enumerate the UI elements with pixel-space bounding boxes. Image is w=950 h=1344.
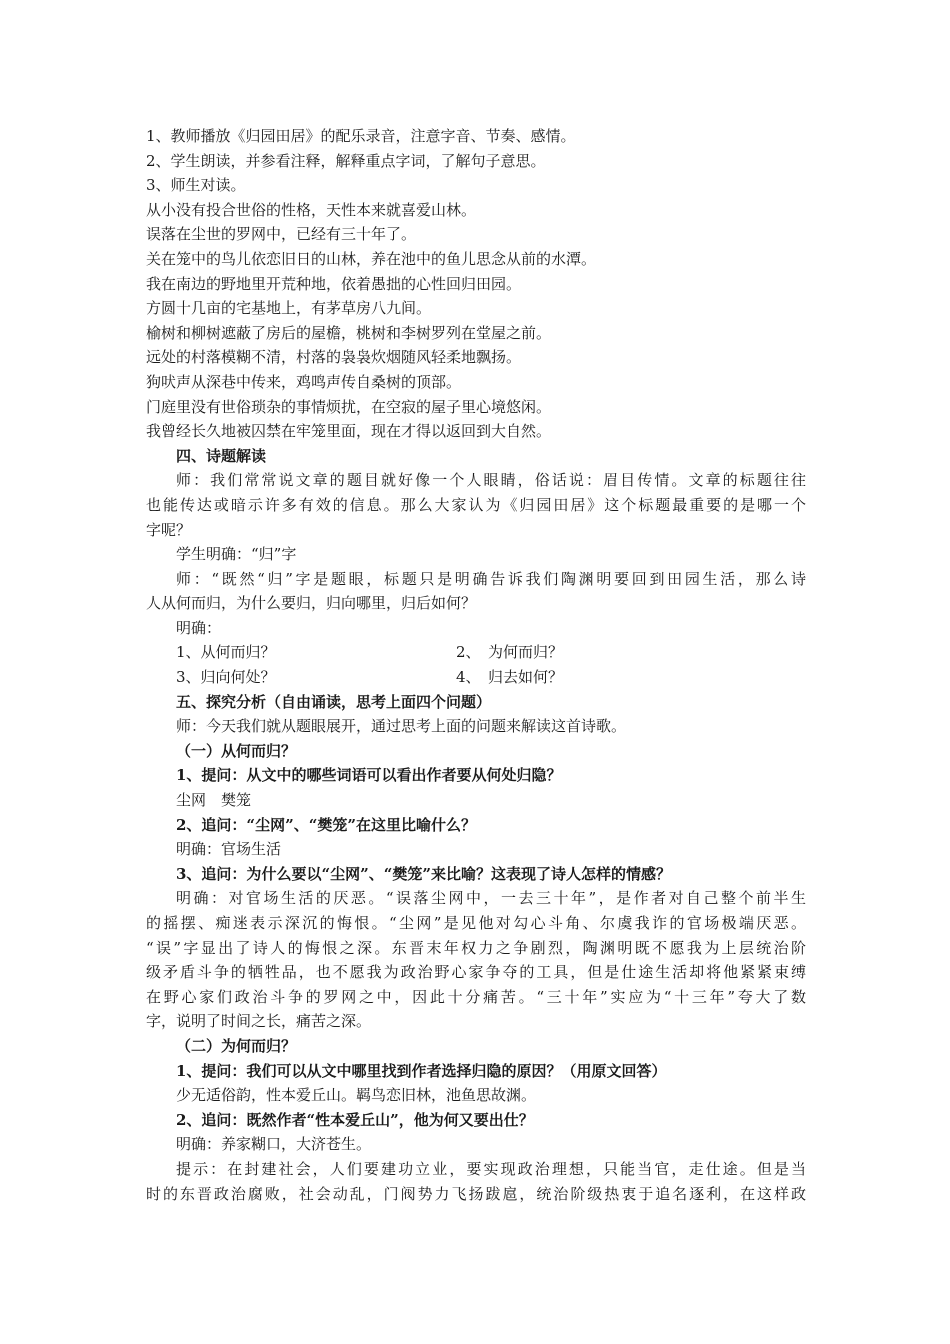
question-item: 4、 归去如何？ — [456, 668, 564, 687]
question-line: 2、追问：既然作者“性本爱丘山”，他为何又要出仕？ — [176, 1110, 534, 1129]
text-line: 提示：在封建社会，人们要建功立业，要实现政治理想，只能当官，走仕途。但是当 — [176, 1159, 806, 1178]
text-line: 明确：养家糊口，大济苍生。 — [176, 1135, 372, 1154]
text-line: 方圆十几亩的宅基地上，有茅草房八九间。 — [146, 299, 432, 318]
question-row — [146, 665, 806, 690]
question-line: 1、提问：从文中的哪些词语可以看出作者要从何处归隐？ — [176, 766, 562, 785]
text-line: 师：我们常常说文章的题目就好像一个人眼睛，俗话说：眉目传情。文章的标题往往 — [176, 471, 806, 490]
text-line: 师：今天我们就从题眼展开，通过思考上面的问题来解读这首诗歌。 — [176, 717, 627, 736]
question-row — [146, 640, 806, 665]
text-line: 从小没有投合世俗的性格，天性本来就喜爱山林。 — [146, 200, 477, 219]
text-line: 师：“既然“归”字是题眼，标题只是明确告诉我们陶渊明要回到田园生活，那么诗 — [176, 569, 806, 588]
text-line: 狗吠声从深巷中传来，鸡鸣声传自桑树的顶部。 — [146, 372, 462, 391]
text-line: 远处的村落模糊不清，村落的袅袅炊烟随风轻柔地飘扬。 — [146, 348, 522, 367]
subsection-heading: （一）从何而归？ — [176, 741, 297, 760]
question-line: 3、追问：为什么要以“尘网”、“樊笼”来比喻？这表现了诗人怎样的情感？ — [176, 864, 671, 883]
text-line: 人从何而归，为什么要归，归向哪里，归后如何？ — [146, 594, 477, 613]
section-heading: 四、诗题解读 — [176, 446, 267, 465]
text-line: 尘网 樊笼 — [176, 791, 252, 810]
text-line: 字，说明了时间之长，痛苦之深。 — [146, 1012, 372, 1031]
subsection-heading: （二）为何而归？ — [176, 1036, 297, 1055]
question-line: 2、追问：“尘网”、“樊笼”在这里比喻什么？ — [176, 815, 476, 834]
text-line: 2、学生朗读，并参看注释，解释重点字词，了解句子意思。 — [146, 151, 546, 170]
text-line: 学生明确：“归”字 — [176, 545, 297, 564]
text-column — [146, 124, 806, 1206]
text-line: 3、师生对读。 — [146, 176, 246, 195]
text-line: 级矛盾斗争的牺牲品，也不愿我为政治野心家争夺的工具，但是仕途生活却将他紧紧束缚 — [146, 963, 806, 982]
question-item: 2、 为何而归？ — [456, 643, 564, 662]
text-line: 字呢？ — [146, 520, 192, 539]
text-line: 1、教师播放《归园田居》的配乐录音，注意字音、节奏、感情。 — [146, 127, 576, 145]
question-item: 1、从何而归？ — [176, 643, 276, 662]
text-line: “误”字显出了诗人的悔恨之深。东晋末年权力之争剧烈，陶渊明既不愿我为上层统治阶 — [146, 938, 806, 957]
text-line: 门庭里没有世俗琐杂的事情烦扰，在空寂的屋子里心境悠闲。 — [146, 397, 552, 416]
text-line: 关在笼中的鸟儿依恋旧日的山林，养在池中的鱼儿思念从前的水潭。 — [146, 249, 597, 268]
text-line: 我曾经长久地被囚禁在牢笼里面，现在才得以返回到大自然。 — [146, 422, 552, 441]
text-line: 明确：官场生活 — [176, 840, 282, 859]
text-line: 我在南边的野地里开荒种地，依着愚拙的心性回归田园。 — [146, 274, 522, 293]
section-heading: 五、探究分析（自由诵读，思考上面四个问题） — [176, 692, 492, 711]
text-line: 在野心家们政治斗争的罗网之中，因此十分痛苦。“三十年”实应为“十三年”夸大了数 — [146, 987, 806, 1006]
text-line: 也能传达或暗示许多有效的信息。那么大家认为《归园田居》这个标题最重要的是哪一个 — [146, 495, 806, 514]
text-line: 榆树和柳树遮蔽了房后的屋檐，桃树和李树罗列在堂屋之前。 — [146, 323, 552, 342]
text-line: 明确：对官场生活的厌恶。“误落尘网中，一去三十年”，是作者对自己整个前半生 — [176, 889, 806, 908]
text-line: 少无适俗韵，性本爱丘山。羁鸟恋旧林，池鱼思故渊。 — [176, 1086, 537, 1105]
question-line: 1、提问：我们可以从文中哪里找到作者选择归隐的原因？（用原文回答） — [176, 1061, 667, 1080]
text-line: 时的东晋政治腐败，社会动乱，门阀势力飞扬跋扈，统治阶级热衷于追名逐利，在这样政 — [146, 1184, 806, 1203]
text-line: 的摇摆、痴迷表示深沉的悔恨。“尘网”是见他对勾心斗角、尔虞我诈的官场极端厌恶。 — [146, 914, 806, 932]
text-line: 明确： — [176, 618, 222, 637]
text-line: 误落在尘世的罗网中，已经有三十年了。 — [146, 225, 417, 244]
question-item: 3、归向何处？ — [176, 668, 276, 687]
